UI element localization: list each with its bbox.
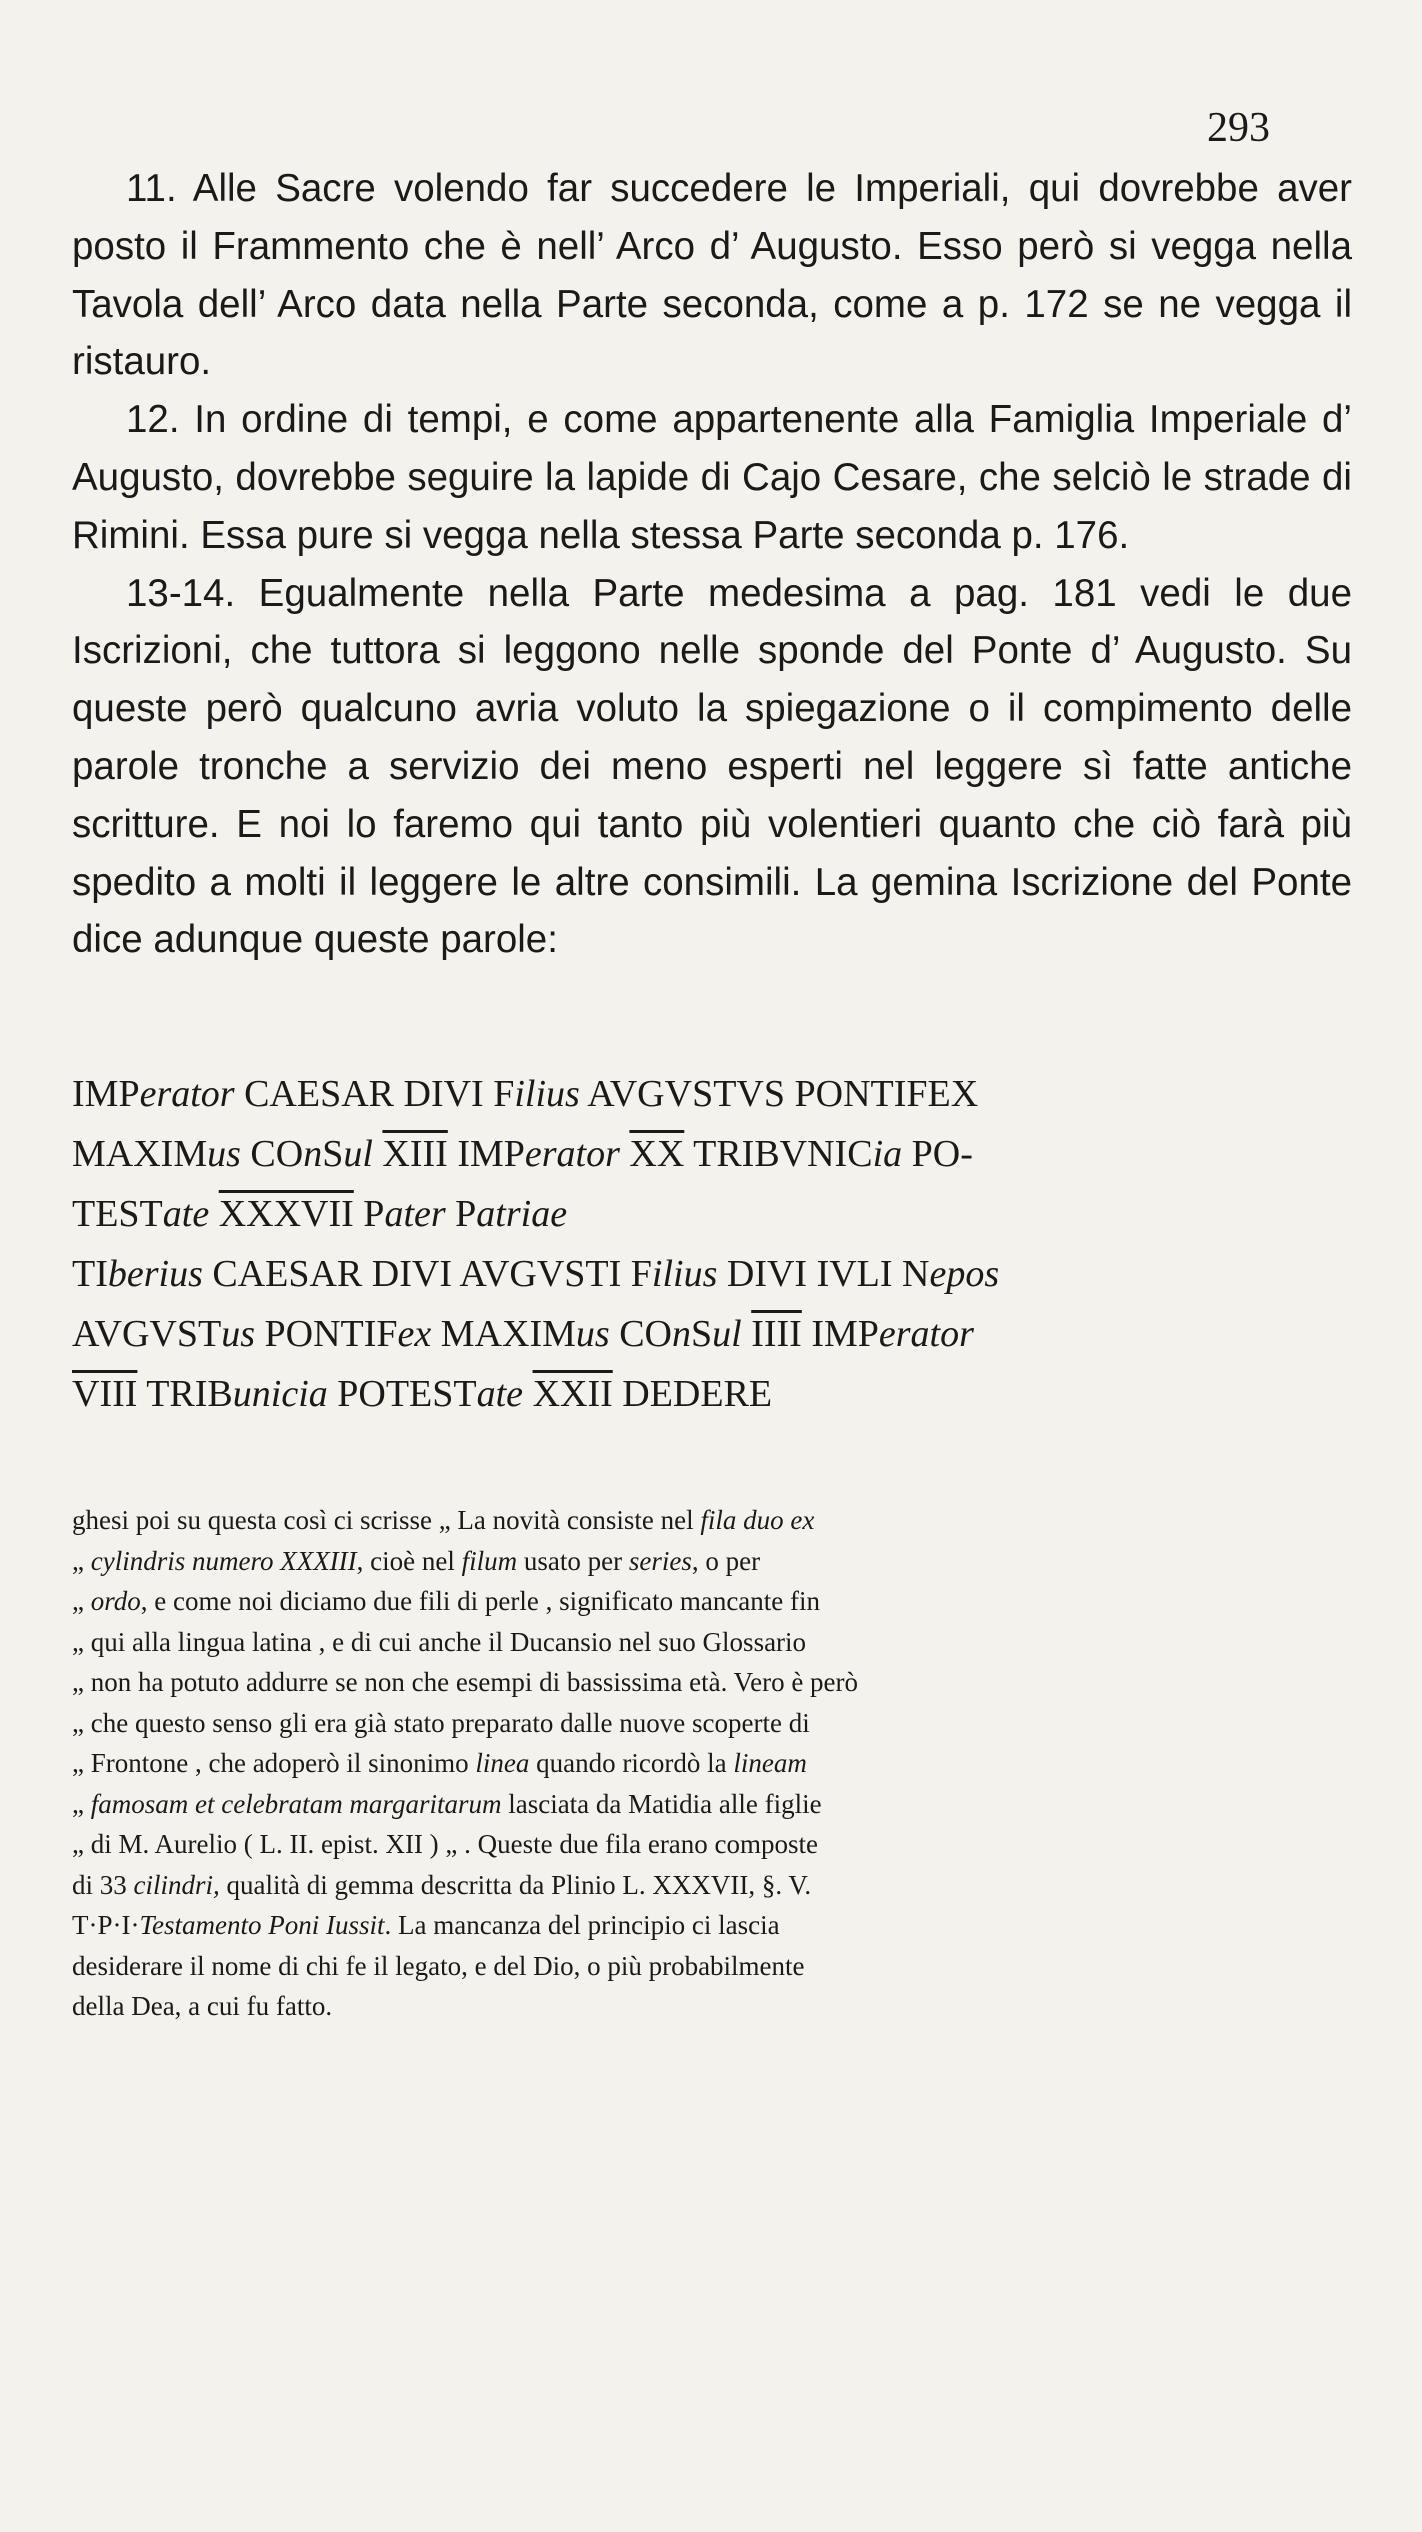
main-text	[72, 160, 1352, 969]
note-line: della Dea, a cui fu fatto.	[72, 1991, 333, 2021]
inscription-line: VIII TRIBunicia POTESTate XXII DEDERE	[72, 1373, 773, 1415]
inscription-line: IMPerator CAESAR DIVI Filius AVGVSTVS PONTIFEX	[72, 1073, 979, 1115]
note-line: „ che questo senso gli era già stato preparato dalle nuove scoperte di	[72, 1707, 810, 1738]
note-line: „ di M. Aurelio ( L. II. epist. XII ) „ . Queste due fila erano composte	[72, 1829, 819, 1859]
paragraph-12: 12. In ordine di tempi, e come appartenente alla Famiglia Imperiale d’ Augusto, dovrebbe seguire la lapide di Cajo Cesare, che selciò le strade di Rimini. Essa pure si vegga nella stessa Parte seconda p. 176.	[72, 398, 1352, 557]
note-line: di 33 cilindri, qualità di gemma descritta da Plinio L. XXXVII, §. V.	[72, 1869, 812, 1900]
page-number: 293	[1207, 105, 1270, 151]
note-line: T·P·I·Testamento Poni Iussit. La mancanza del principio ci lascia	[72, 1910, 780, 1940]
note-line: ghesi poi su questa così ci scrisse „ La novità consiste nel fila duo ex	[72, 1505, 815, 1535]
inscription-line: AVGVSTus PONTIFex MAXIMus COnSul IIII IMPerator	[72, 1313, 974, 1355]
paragraph-11: 11. Alle Sacre volendo far succedere le Imperiali, qui dovrebbe aver posto il Frammento che è nell’ Arco d’ Augusto. Esso però si vegga nella Tavola dell’ Arco data nella Parte seconda, come a p. 172 se ne vegga il ristauro.	[72, 167, 1352, 384]
inscription-line: TESTate XXXVII Pater Patriae	[72, 1193, 568, 1235]
paragraph-13-14: 13-14. Egualmente nella Parte medesima a pag. 181 vedi le due Iscrizioni, che tuttora si leggono nelle sponde del Ponte d’ Augusto. Su queste però qualcuno avria voluto la spiegazione o il compimento delle parole tronche a servizio dei meno esperti nel leggere sì fatte antiche scritture. E noi lo faremo qui tanto più volentieri quanto che ciò farà più spedito a molti il leggere le altre consimili. La gemina Iscrizione del Ponte dice adunque queste parole:	[72, 571, 1352, 962]
note-line: „ Frontone , che adoperò il sinonimo linea quando ricordò la lineam	[72, 1748, 807, 1778]
note-line: „ famosam et celebratam margaritarum lasciata da Matidia alle figlie	[72, 1788, 822, 1819]
note-line: „ ordo, e come noi diciamo due fili di perle , significato mancante fin	[72, 1586, 821, 1616]
note-line: „ non ha potuto addurre se non che esempi di bassissima età. Vero è però	[72, 1667, 859, 1697]
inscription-line: MAXIMus COnSul XIII IMPerator $\overline{XX}$ TRIBVNICia PO-	[72, 1133, 973, 1175]
note-line: „ qui alla lingua latina , e di cui anche il Ducansio nel suo Glossario	[72, 1626, 807, 1657]
inscription-line: TIberius CAESAR DIVI AVGVSTI Filius DIVI IVLI Nepos	[72, 1253, 1000, 1295]
note-line: desiderare il nome di chi fe il legato, e del Dio, o più probabilmente	[72, 1950, 805, 1981]
note-line: „ cylindris numero XXXIII, cioè nel filum usato per series, o per	[72, 1545, 761, 1576]
bridge-inscription	[72, 1064, 1352, 1424]
footnote-block	[72, 1500, 1352, 2027]
